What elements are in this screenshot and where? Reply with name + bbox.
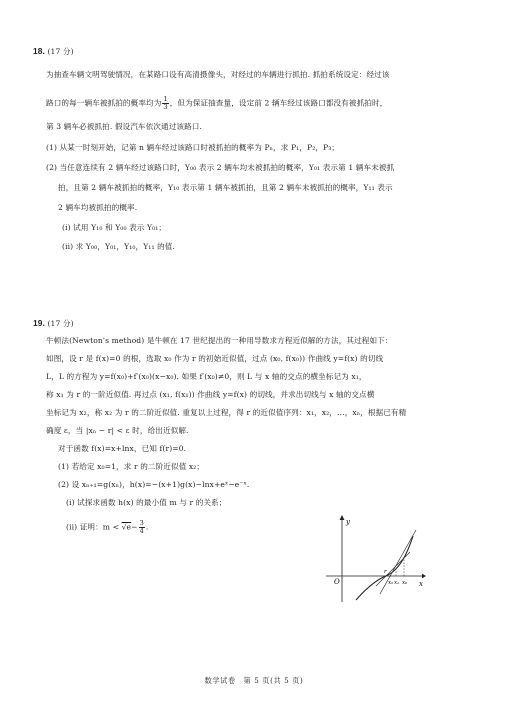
q18-score: (17 分): [47, 47, 74, 56]
x1-label: x₁: [394, 580, 400, 586]
q19-part-1: (1) 若给定 x₀=1，求 r 的二阶近似值 x₂；: [58, 462, 205, 471]
q19-stem-line-5: 坐标记为 x₂，称 x₂ 为 r 的二阶近似值. 重复以上过程，得 r 的近似值序列：x₁，x₂，…，xₙ，根据已有精: [46, 408, 407, 417]
origin-label: O: [334, 578, 340, 586]
q18-part-2-line-3: 2 辆车均被抓拍的概率.: [58, 203, 138, 212]
q19-part-2: (2) 设 xₙ₊₁=g(xₙ)，h(x)=−(x+1)g(x)−lnx+eˣ−e⁻ˣ.: [58, 480, 250, 489]
fraction-numerator: 1: [163, 95, 168, 103]
newton-method-graph: [318, 512, 430, 604]
root-r-label: r: [384, 569, 387, 575]
y-axis-label: y: [346, 518, 350, 526]
fraction-denominator: 4: [139, 527, 144, 535]
q18-part-2-ii: (ii) 求 Y₀₀，Y₀₁，Y₁₀，Y₁₁ 的值.: [62, 242, 176, 251]
x2-label: x₂: [388, 580, 394, 586]
q18-part-2-i: (i) 试用 Y₁₀ 和 Y₀₀ 表示 Y₀₁；: [62, 223, 167, 232]
q18-stem-line-2: [46, 96, 387, 111]
q19-header: [33, 318, 74, 329]
q19-stem-line-4: 称 x₁ 为 r 的一阶近似值. 再过点 (x₁, f(x₁)) 作曲线 y=f(x) 的切线，并求出切线与 x 轴的交点横: [46, 390, 375, 399]
sqrt-e: √e: [121, 522, 132, 532]
q19-number: 19.: [33, 318, 45, 328]
q19-stem-line-2: 如图，设 r 是 f(x)=0 的根，选取 x₀ 作为 r 的初始近似值，过点 (x₀, f(x₀)) 作曲线 y=f(x) 的切线: [46, 354, 384, 363]
q19-score: (17 分): [47, 319, 74, 328]
q19-part-2-ii: [66, 520, 148, 535]
q18-stem-line-1: 为抽查车辆文明驾驶情况，在某路口设有高清摄像头，对经过的车辆进行抓拍. 抓拍系统设定：经过该: [46, 70, 390, 79]
q18-stem-line-3: 第 3 辆车必被抓拍. 假设汽车依次通过该路口.: [46, 122, 202, 131]
q19-stem-line-6: 确度 ε，当 |xₙ − r| < ε 时，给出近似解.: [46, 426, 189, 435]
q18-stem-text-a: 路口的每一辆车被抓拍的概率均为: [46, 98, 162, 108]
q18-stem-text-b: ，但为保证抽查量，设定前 2 辆车经过该路口都没有被抓拍时，: [169, 98, 388, 108]
q18-part-2-line-1: (2) 当任意连续有 2 辆车经过该路口时，Y₀₀ 表示 2 辆车均未被抓拍的概率，Y₀₁ 表示第 1 辆车未被抓: [46, 163, 395, 172]
x-axis-label: x: [419, 580, 423, 588]
minus-sign: −: [131, 522, 138, 532]
q18-number: 18.: [33, 46, 45, 56]
q18-part-1: (1) 从某一时刻开始，记第 n 辆车经过该路口时被抓拍的概率为 Pₙ，求 P₁，P₂，P₃；: [46, 143, 340, 152]
q19-stem-line-1: 牛顿法(Newton's method) 是牛顿在 17 世纪提出的一种用导数求方程近似解的方法，其过程如下：: [46, 336, 393, 345]
period: .: [145, 522, 149, 532]
y-axis-arrow-icon: [340, 515, 345, 520]
q19-stem-line-7: 对于函数 f(x)=x+lnx，已知 f(r)=0.: [58, 444, 187, 453]
q19-stem-line-3: L，L 的方程为 y=f(x₀)+f′(x₀)(x−x₀). 如果 f′(x₀)≠0，则 L 与 x 轴的交点的横坐标记为 x₁，: [46, 372, 367, 381]
fraction-denominator: 3: [163, 103, 168, 111]
function-curve: [356, 536, 413, 600]
fraction-numerator: 3: [139, 519, 144, 527]
q18-part-2-line-2: 拍，且第 2 辆车被抓拍的概率，Y₁₀ 表示第 1 辆车被抓拍，且第 2 辆车未被抓拍的概率，Y₁₁ 表示: [58, 183, 393, 192]
page-footer: 数学试卷 第 5 页(共 5 页): [204, 676, 304, 685]
proof-text: (ii) 证明：m <: [66, 522, 120, 532]
x-axis-arrow-icon: [422, 574, 426, 579]
three-quarters-fraction: [139, 520, 145, 535]
q19-part-2-i: (i) 试探求函数 h(x) 的最小值 m 与 r 的关系；: [66, 498, 227, 507]
x0-label: x₀: [402, 580, 408, 586]
q18-header: [33, 46, 74, 57]
probability-fraction: [162, 96, 168, 111]
